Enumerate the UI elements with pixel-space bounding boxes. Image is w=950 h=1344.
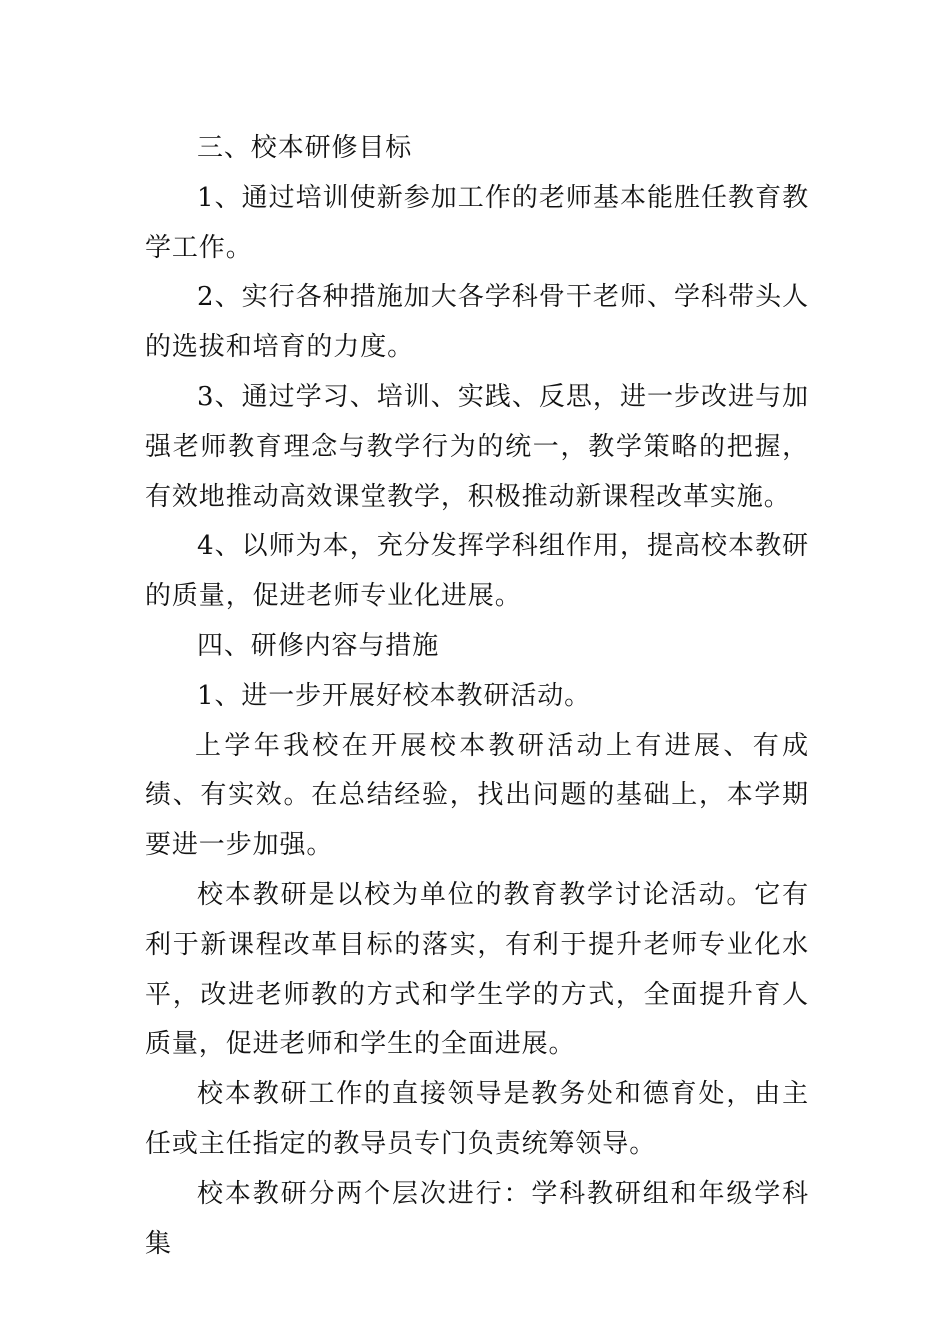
paragraph-levels: 校本教研分两个层次进行：学科教研组和年级学科集 bbox=[145, 1178, 809, 1259]
paragraph-goal-3: 3、通过学习、培训、实践、反思，进一步改进与加强老师教育理念与教学行为的统一，教学策略的把握，有效地推动高效课堂教学，积极推动新课程改革实施。 bbox=[145, 381, 809, 512]
section-heading-goals: 三、校本研修目标 bbox=[197, 133, 413, 163]
paragraph-leadership: 校本教研工作的直接领导是教务处和德育处，由主任或主任指定的教导员专门负责统筹领导。 bbox=[145, 1079, 809, 1159]
paragraph-goal-4: 4、以师为本，充分发挥学科组作用，提高校本教研的质量，促进老师专业化进展。 bbox=[145, 531, 809, 612]
paragraph-content-1: 1、进一步开展好校本教研活动。 bbox=[197, 680, 592, 711]
paragraph-goal-2: 2、实行各种措施加大各学科骨干老师、学科带头人的选拔和培育的力度。 bbox=[145, 282, 809, 363]
document-body bbox=[145, 124, 809, 1269]
paragraph-goal-1: 1、通过培训使新参加工作的老师基本能胜任教育教学工作。 bbox=[145, 182, 809, 263]
paragraph-school-research: 校本教研是以校为单位的教育教学讨论活动。它有利于新课程改革目标的落实，有利于提升老师专业化水平，改进老师教的方式和学生学的方式，全面提升育人质量，促进老师和学生的全面进展。 bbox=[145, 879, 809, 1060]
paragraph-last-year: 上学年我校在开展校本教研活动上有进展、有成绩、有实效。在总结经验，找出问题的基础上，本学期要进一步加强。 bbox=[145, 730, 809, 861]
section-heading-content: 四、研修内容与措施 bbox=[197, 630, 440, 661]
